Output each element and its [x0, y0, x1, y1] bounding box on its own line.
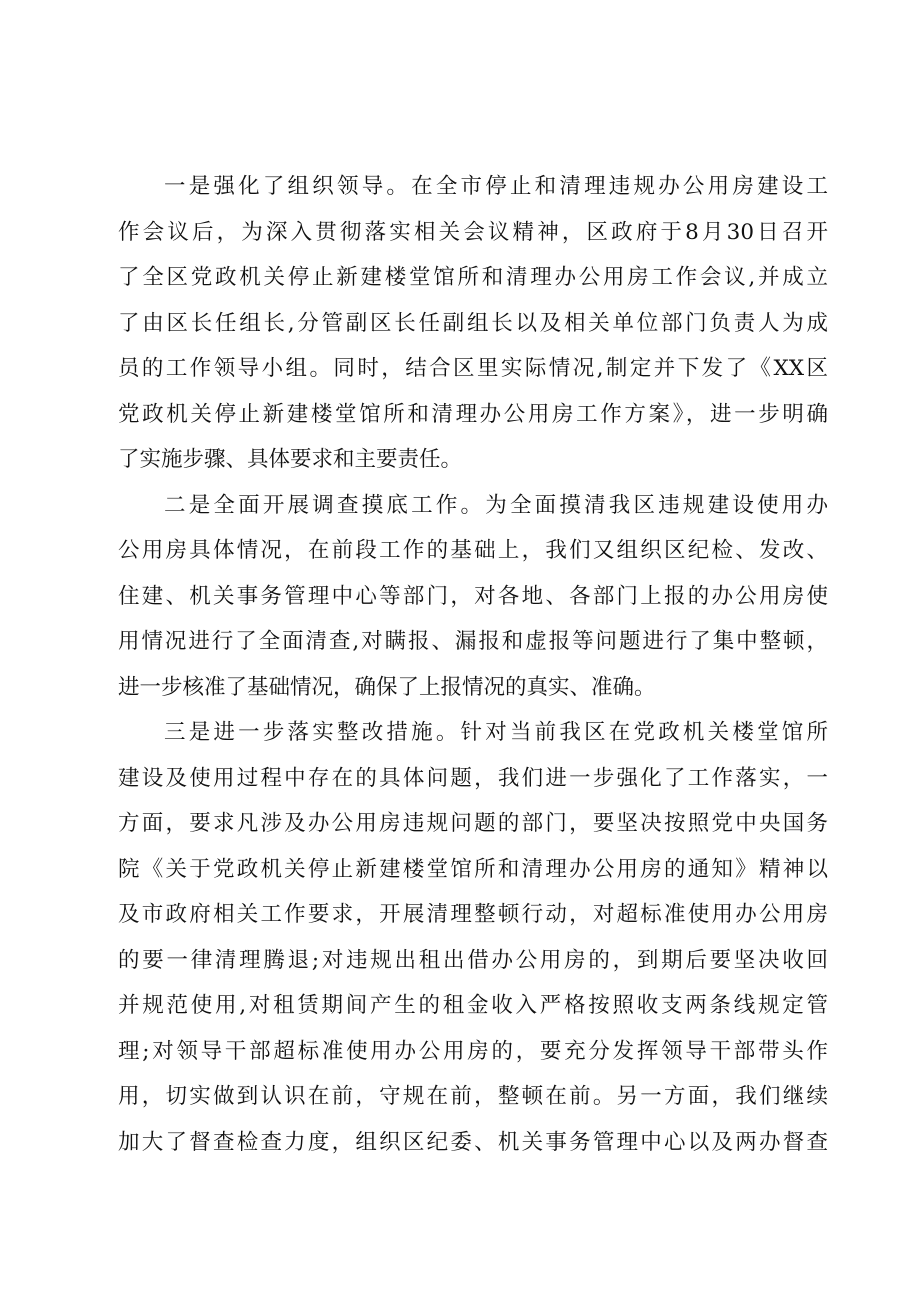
text-line: 及市政府相关工作要求，开展清理整顿行动，对超标准使用办公用房 — [118, 902, 828, 927]
paragraph-investigation-survey — [118, 483, 828, 711]
text-line: 公用房具体情况，在前段工作的基础上，我们又组织区纪检、发改、 — [118, 538, 828, 563]
text-line: 用情况进行了全面清查,对瞒报、漏报和虚报等问题进行了集中整顿， — [118, 629, 828, 654]
text-line: 的要一律清理腾退;对违规出租出借办公用房的，到期后要坚决收回 — [118, 947, 828, 973]
paragraph-rectification-measures — [118, 710, 828, 1165]
text-line: 二是全面开展调查摸底工作。为全面摸清我区违规建设使用办 — [164, 492, 828, 518]
text-line: 三是进一步落实整改措施。针对当前我区在党政机关楼堂馆所 — [164, 720, 828, 745]
text-line: 作会议后，为深入贯彻落实相关会议精神，区政府于8月30日召开 — [118, 219, 828, 245]
text-line: 加大了督查检查力度，组织区纪委、机关事务管理中心以及两办督查 — [118, 1129, 828, 1155]
text-line: 进一步核准了基础情况，确保了上报情况的真实、准确。 — [118, 674, 656, 700]
text-line: 员的工作领导小组。同时，结合区里实际情况,制定并下发了《XX区 — [118, 356, 828, 381]
text-line: 院《关于党政机关停止新建楼堂馆所和清理办公用房的通知》精神以 — [118, 856, 828, 882]
text-line: 方面，要求凡涉及办公用房违规问题的部门，要坚决按照党中央国务 — [118, 811, 828, 836]
text-line: 党政机关停止新建楼堂馆所和清理办公用房工作方案》，进一步明确 — [118, 401, 828, 427]
text-line: 了全区党政机关停止新建楼堂馆所和清理办公用房工作会议,并成立 — [118, 265, 828, 290]
paragraph-organization-leadership — [118, 164, 828, 483]
text-line: 了由区长任组长,分管副区长任副组长以及相关单位部门负责人为成 — [118, 310, 828, 336]
document-body — [118, 164, 828, 1165]
text-line: 理;对领导干部超标准使用办公用房的，要充分发挥领导干部带头作 — [118, 1038, 828, 1064]
text-line: 一是强化了组织领导。在全市停止和清理违规办公用房建设工 — [164, 174, 828, 199]
text-line: 并规范使用,对租赁期间产生的租金收入严格按照收支两条线规定管 — [118, 993, 828, 1018]
text-line: 了实施步骤、具体要求和主要责任。 — [118, 447, 463, 472]
text-line: 建设及使用过程中存在的具体问题，我们进一步强化了工作落实，一 — [118, 765, 828, 791]
text-line: 住建、机关事务管理中心等部门，对各地、各部门上报的办公用房使 — [118, 583, 828, 609]
text-line: 用，切实做到认识在前，守规在前，整顿在前。另一方面，我们继续 — [118, 1084, 828, 1109]
